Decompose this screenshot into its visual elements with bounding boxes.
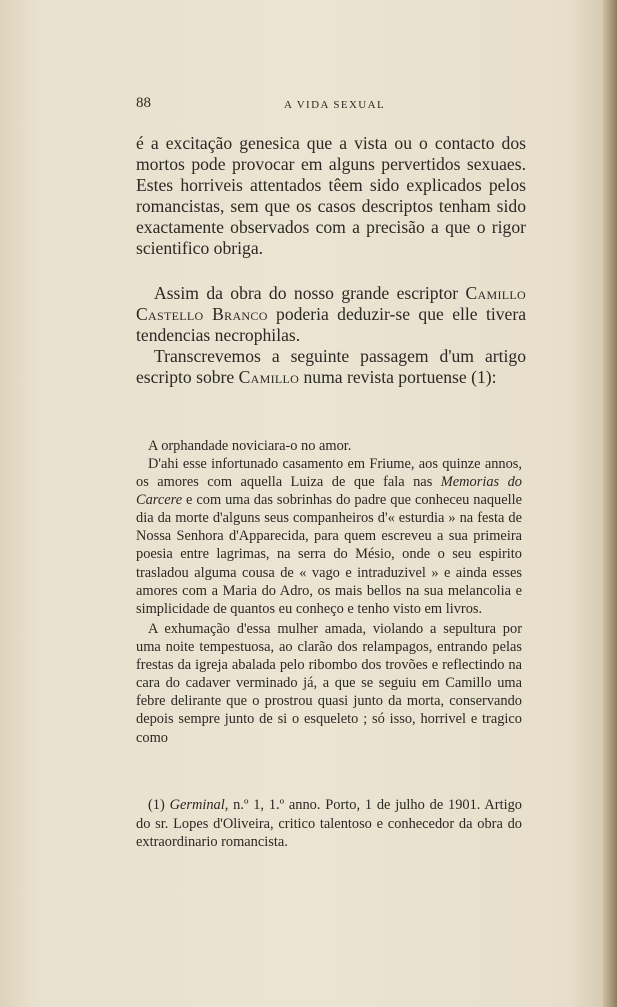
author-name: Camillo Castello Branco <box>136 283 526 324</box>
paragraph-3-before: Transcrevemos a seguinte passagem d'um artigo escripto sobre <box>136 346 526 387</box>
book-title: Memorias do Carcere <box>136 474 522 509</box>
quote-paragraph-2 <box>136 455 522 618</box>
page-header <box>136 95 536 115</box>
quote-line-1: A orphandade noviciara-o no amor. <box>148 438 352 454</box>
footnote-marker: (1) <box>148 797 170 813</box>
quote-p2-after: e com uma das sobrinhas do padre que conheceu naquelle dia da morte d'alguns seus companheiros d'« esturdia » na festa de Nossa Senhora d'Apparecida, para quem escreveu a sua primeira poesia entre lagrimas, na serra do Mésio, onde o seu espirito trasladou alguma cousa de « vago e intraduzivel » e ainda esses amores com a Maria do Adro, os mais bellos na sua melancolia e simplicidade de quantos eu conheço e tenho visto em livros. <box>136 492 522 617</box>
quote-p2-before: D'ahi esse infortunado casamento em Friume, aos quinze annos, os amores com aquella Luiza de que fala nas <box>136 456 522 491</box>
author-name-short: Camillo <box>238 367 300 387</box>
page-number: 88 <box>136 95 151 111</box>
paragraph-1: é a excitação genesica que a vista ou o contacto dos mortos pode provocar em alguns pervertidos sexuaes. Estes horriveis attentados têem sido explicados pelos romancistas, sem que os casos descriptos tenham sido exactamente observados com a precisão a que o rigor scientifico obriga. <box>136 133 526 258</box>
paragraph-3-after: numa revista portuense (1): <box>299 367 497 387</box>
paragraph-2-before: Assim da obra do nosso grande escriptor <box>154 283 466 303</box>
footnote <box>136 796 522 852</box>
footnote-title: Germinal, <box>169 797 229 813</box>
page-edge <box>603 0 617 1007</box>
quote-paragraph-3: A exhumação d'essa mulher amada, violando a sepultura por uma noite tempestuosa, ao clarão dos relampagos, entrando pelas frestas da igreja abalada pelo ribombo dos trovões e reflectindo na cara do cadaver verminado já, a que se seguiu em Camillo uma febre delirante que o prostrou quasi junto da morta, conservando depois sempre junto de si o esqueleto ; só isso, horrivel e tragico como <box>136 621 522 746</box>
running-title: A VIDA SEXUAL <box>284 99 386 111</box>
paragraph-2 <box>136 283 526 346</box>
footnote-text: n.º 1, 1.º anno. Porto, 1 de julho de 1901. Artigo do sr. Lopes d'Oliveira, critico talentoso e conhecedor da obra do extraordinario romancista. <box>136 797 522 850</box>
paragraph-3 <box>136 346 526 388</box>
paragraph-2-after: poderia deduzir-se que elle tivera tendencias necrophilas. <box>136 304 527 345</box>
